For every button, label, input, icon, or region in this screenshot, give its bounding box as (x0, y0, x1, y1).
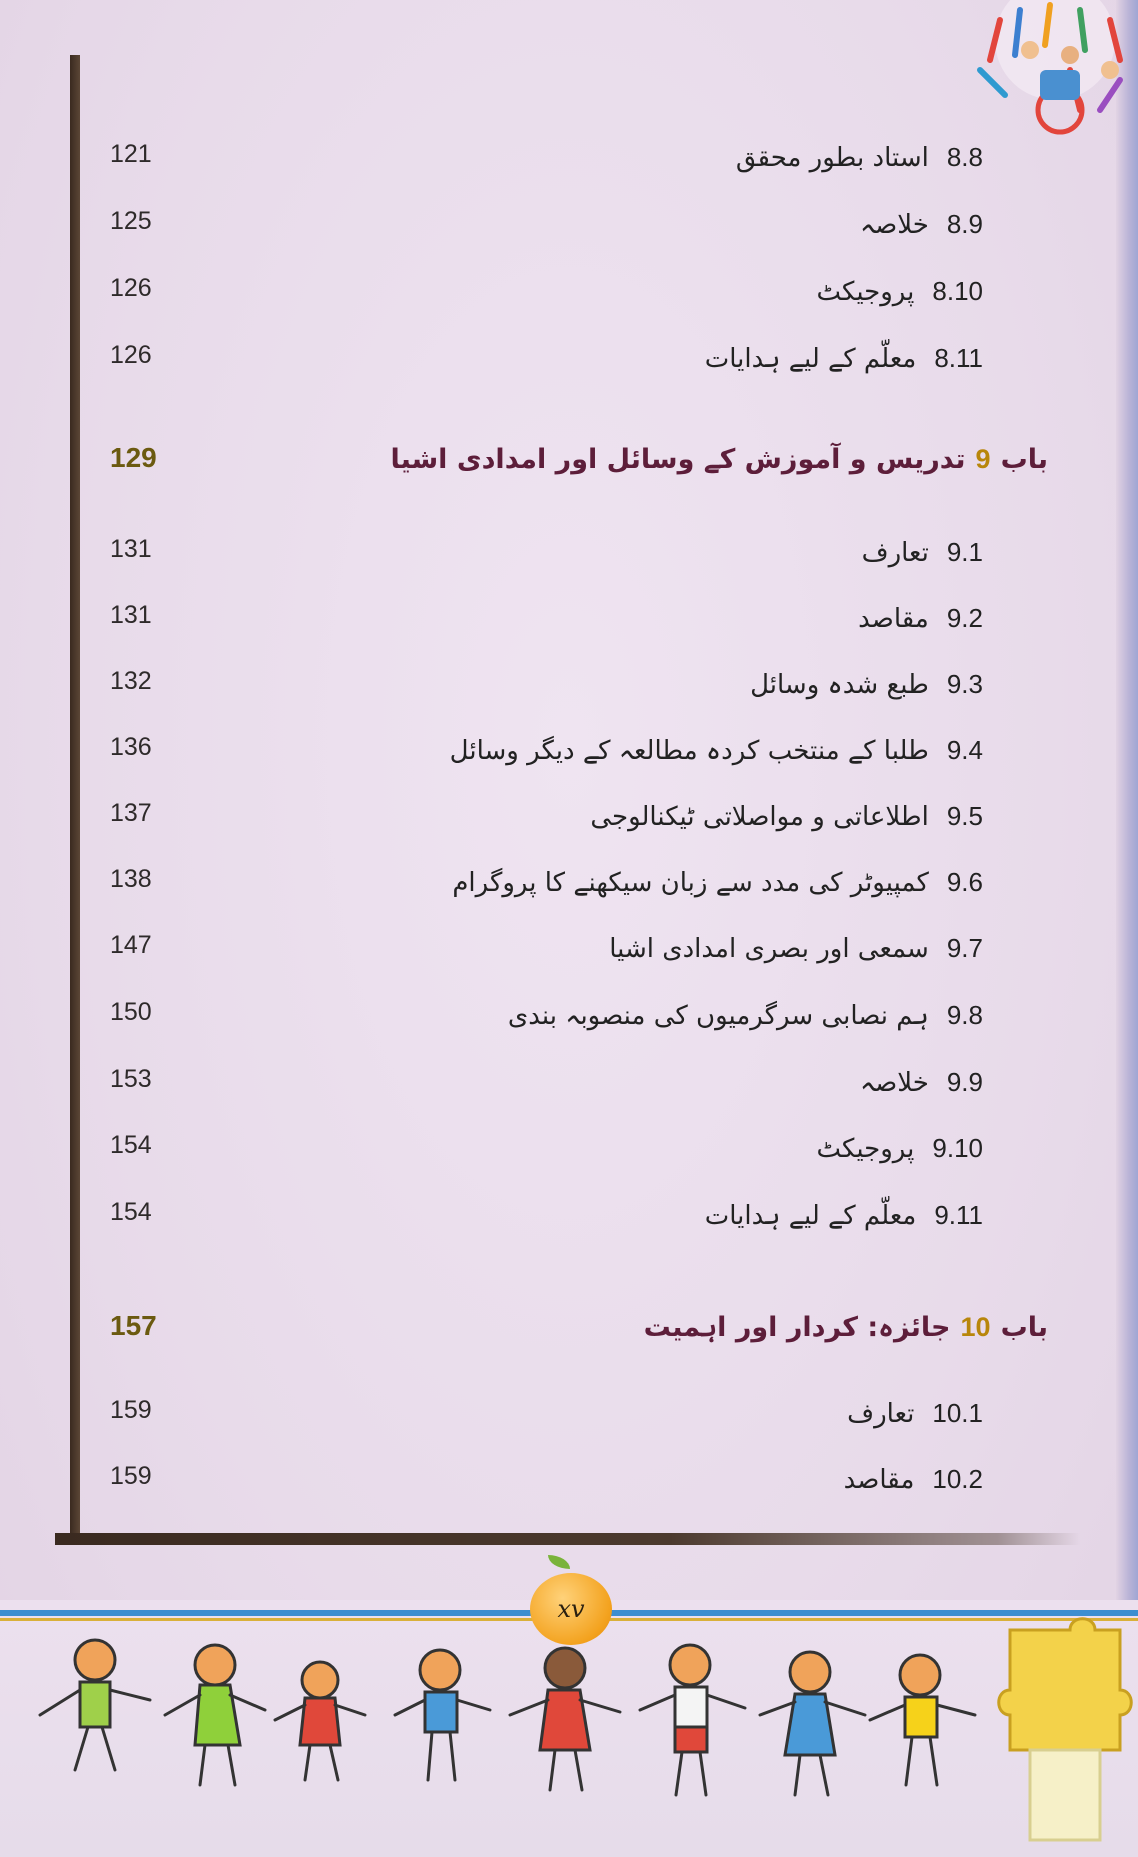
toc-entry-title: معلّم کے لیے ہدایات (704, 1201, 917, 1231)
toc-row[interactable] (0, 865, 1138, 925)
toc-page-number: 154 (110, 1131, 152, 1159)
page-number-badge (530, 1573, 612, 1645)
toc-page-number: 150 (110, 998, 152, 1026)
toc-page-number: 125 (110, 207, 152, 235)
toc-row[interactable] (0, 274, 1138, 334)
chapter-number: 9 (975, 444, 991, 474)
toc-row[interactable] (0, 1065, 1138, 1125)
toc-entry (609, 933, 983, 964)
toc-section-number: 9.11 (934, 1200, 983, 1230)
chapter-title: جائزہ: کردار اور اہمیت (643, 1312, 951, 1343)
toc-page-number: 132 (110, 667, 152, 695)
toc-page-number: 131 (110, 535, 152, 563)
toc-entry-title: پروجیکٹ (816, 277, 915, 307)
toc-entry (590, 801, 983, 832)
toc-entry (860, 209, 983, 240)
chapter-label: باب (1000, 444, 1048, 475)
toc-page-number: 126 (110, 341, 152, 369)
toc-entry-title: تعارف (847, 1399, 915, 1429)
chapter-title: تدریس و آموزش کے وسائل اور امدادی اشیا (390, 444, 966, 475)
chapter-label: باب (1000, 1312, 1048, 1343)
toc-page-number: 137 (110, 799, 152, 827)
leaf-icon (548, 1555, 570, 1569)
toc-entry (847, 1398, 983, 1429)
toc-entry (736, 142, 983, 173)
toc-section-number: 8.11 (934, 343, 983, 373)
toc-row[interactable] (0, 733, 1138, 793)
toc-entry (705, 343, 983, 374)
toc-entry-title: تعارف (861, 538, 929, 568)
toc-entry-title: پروجیکٹ (816, 1134, 915, 1164)
toc-page-number: 159 (110, 1462, 152, 1490)
toc-row[interactable] (0, 667, 1138, 727)
toc-entry (816, 276, 983, 307)
puzzle-pieces-icon (990, 1600, 1138, 1857)
toc-row[interactable] (0, 931, 1138, 991)
toc-chapter-heading (644, 1312, 1048, 1343)
toc-entry (705, 1200, 983, 1231)
toc-page-number: 153 (110, 1065, 152, 1093)
toc-section-number: 9.5 (946, 801, 983, 831)
toc-entry (450, 735, 983, 766)
toc-page-number: 131 (110, 601, 152, 629)
toc-chapter-heading (390, 444, 1048, 475)
toc-section-number: 10.2 (932, 1464, 983, 1494)
toc-entry-title: سمعی اور بصری امدادی اشیا (609, 934, 929, 964)
toc-entry-title: مقاصد (858, 604, 929, 634)
toc-entry-title: معلّم کے لیے ہدایات (704, 344, 917, 374)
cartoon-children-illustration (0, 1620, 1138, 1857)
toc-row[interactable] (0, 140, 1138, 200)
toc-entry (862, 537, 983, 568)
toc-page-number: 147 (110, 931, 152, 959)
toc-section-number: 9.7 (946, 933, 983, 963)
toc-row[interactable] (0, 799, 1138, 859)
toc-entry-title: طلبا کے منتخب کردہ مطالعہ کے دیگر وسائل (449, 736, 929, 766)
toc-section-number: 9.9 (946, 1067, 983, 1097)
toc-entry-title: مقاصد (843, 1465, 915, 1495)
toc-page-number: 159 (110, 1396, 152, 1424)
toc-entry (508, 1000, 983, 1031)
toc-entry (452, 867, 983, 898)
toc-page-number: 121 (110, 140, 152, 168)
toc-entry-title: خلاصہ (859, 210, 929, 240)
toc-chapter-row[interactable] (0, 1310, 1138, 1370)
toc-section-number: 9.10 (932, 1133, 983, 1163)
toc-page-number: 136 (110, 733, 152, 761)
toc-entry (860, 1067, 983, 1098)
toc-chapter-page-number: 129 (110, 442, 157, 473)
toc-entry (816, 1133, 983, 1164)
toc-row[interactable] (0, 1462, 1138, 1522)
chapter-number: 10 (960, 1312, 991, 1342)
toc-section-number: 8.10 (932, 276, 983, 306)
toc-row[interactable] (0, 207, 1138, 267)
toc-row[interactable] (0, 601, 1138, 661)
toc-entry-title: خلاصہ (859, 1068, 929, 1098)
toc-entry (750, 669, 983, 700)
toc-page-number: 126 (110, 274, 152, 302)
toc-section-number: 10.1 (932, 1398, 983, 1428)
toc-page-number: 138 (110, 865, 152, 893)
toc-chapter-row[interactable] (0, 442, 1138, 502)
toc-section-number: 9.6 (946, 867, 983, 897)
toc-section-number: 9.4 (946, 735, 983, 765)
toc-page-number: 154 (110, 1198, 152, 1226)
page-number: xv (557, 1595, 585, 1623)
toc-section-number: 9.8 (946, 1000, 983, 1030)
toc-entry (858, 603, 983, 634)
toc-row[interactable] (0, 1198, 1138, 1258)
toc-section-number: 9.2 (946, 603, 983, 633)
toc-row[interactable] (0, 1131, 1138, 1191)
toc-section-number: 9.3 (946, 669, 983, 699)
toc-row[interactable] (0, 341, 1138, 401)
toc-chapter-page-number: 157 (110, 1310, 157, 1341)
toc-entry-title: کمپیوٹر کی مدد سے زبان سیکھنے کا پروگرام (452, 868, 929, 898)
toc-entry-title: ہم نصابی سرگرمیوں کی منصوبہ بندی (507, 1001, 929, 1031)
toc-row[interactable] (0, 535, 1138, 595)
toc-row[interactable] (0, 998, 1138, 1058)
toc-entry-title: استاد بطور محقق (735, 143, 929, 173)
toc-entry-title: طبع شدہ وسائل (750, 670, 929, 700)
toc-section-number: 8.8 (946, 142, 983, 172)
toc-row[interactable] (0, 1396, 1138, 1456)
toc-section-number: 8.9 (946, 209, 983, 239)
toc-entry (844, 1464, 983, 1495)
toc-entry-title: اطلاعاتی و مواصلاتی ٹیکنالوجی (590, 802, 929, 832)
toc-section-number: 9.1 (946, 537, 983, 567)
